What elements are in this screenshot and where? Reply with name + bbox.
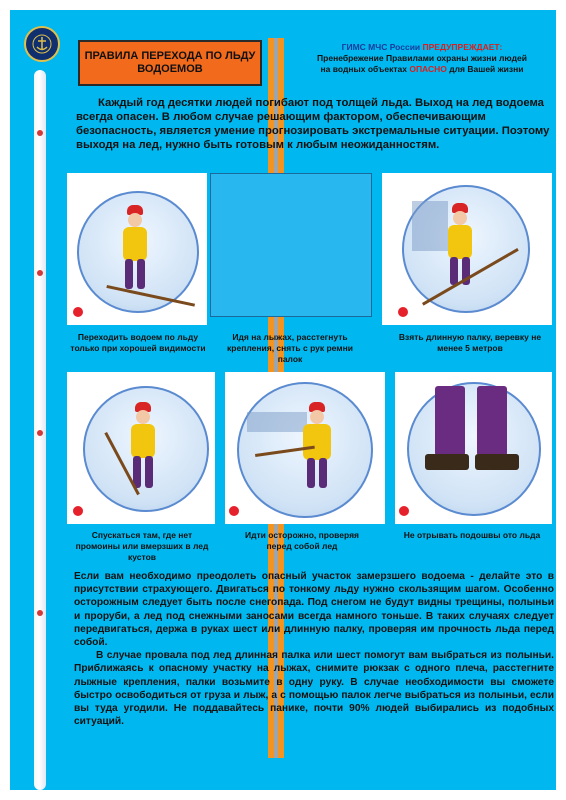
marker-dot-icon bbox=[398, 307, 408, 317]
caption-skis: Идя на лыжах, расстегнуть крепления, снять с рук ремни палок bbox=[227, 332, 353, 364]
rope-knot bbox=[37, 270, 43, 276]
emblem-icon bbox=[24, 26, 60, 62]
rope-knot bbox=[37, 430, 43, 436]
poster bbox=[10, 10, 556, 790]
caption-long-stick: Взять длинную палку, веревку не менее 5 метров bbox=[398, 332, 542, 353]
illustration-long-stick bbox=[382, 173, 552, 325]
illustration-check-ice bbox=[225, 372, 385, 524]
intro-paragraph: Каждый год десятки людей погибают под толщей льда. Выход на лед водоема всегда опасен. В любом случае решающим фактором, обеспечивающим безопасность, является умение прогнозировать экстремальные ситуации. Поэтому выходя на лед, нужно быть готовым к любым неожиданностям. bbox=[76, 97, 550, 151]
rope-knot bbox=[37, 610, 43, 616]
warning-line1: Пренебрежение Правилами охраны жизни людей bbox=[317, 53, 527, 63]
marker-dot-icon bbox=[399, 506, 409, 516]
warning-block bbox=[288, 42, 556, 75]
illustration-descend bbox=[67, 372, 215, 524]
marker-dot-icon bbox=[229, 506, 239, 516]
marker-dot-icon bbox=[73, 506, 83, 516]
warning-line2b: для Вашей жизни bbox=[449, 64, 524, 74]
warning-verb: ПРЕДУПРЕЖДАЕТ: bbox=[422, 42, 503, 52]
illustration-feet bbox=[395, 372, 552, 524]
warning-org: ГИМС МЧС России bbox=[341, 42, 421, 52]
illustration-placeholder bbox=[210, 173, 372, 317]
body-paragraph-2: В случае провала под лед длинная палка или шест помогут вам выбраться из полыньи. Приближаясь к опасному участку на лыжах, снимите рюкзак с одного плеча, расстегните лыжные крепления, палки возьмите в одну руку. В случае необходимости вы сможете быстро освободиться от груза и лыж, а с помощью палок легче выбраться из полыньи, если вы туда угодили. Не поддавайтесь панике, почти 90% людей выбирались из подобных ситуаций. bbox=[74, 650, 554, 728]
warning-line2a: на водных объектах bbox=[320, 64, 407, 74]
warning-danger: ОПАСНО bbox=[409, 64, 447, 74]
marker-dot-icon bbox=[73, 307, 83, 317]
rope-knot bbox=[37, 130, 43, 136]
body-text bbox=[74, 570, 554, 728]
caption-check-ice: Идти осторожно, проверяя перед собой лед bbox=[244, 530, 359, 551]
page-title: ПРАВИЛА ПЕРЕХОДА ПО ЛЬДУ ВОДОЕМОВ bbox=[78, 40, 262, 86]
caption-descend: Спускаться там, где нет промоины или вмерзших в лед кустов bbox=[75, 530, 209, 562]
body-paragraph-1: Если вам необходимо преодолеть опасный участок замерзшего водоема - делайте это в присутствии страхующего. Двигаться по тонкому льду нужно скользящим шагом. Особенно осторожным следует быть после снегопада. Под снегом не будут видны трещины, полыньи и проруби, а лед под снежными заносами всегда намного тоньше. В таких случаях следует передвигаться, держа в руках шест или длинную палку, проверяя им прочность льда перед собой. bbox=[74, 571, 554, 649]
caption-visibility: Переходить водоем по льду только при хорошей видимости bbox=[70, 332, 206, 353]
caption-feet: Не отрывать подошвы ото льда bbox=[403, 530, 541, 540]
illustration-skier-visibility bbox=[67, 173, 207, 325]
